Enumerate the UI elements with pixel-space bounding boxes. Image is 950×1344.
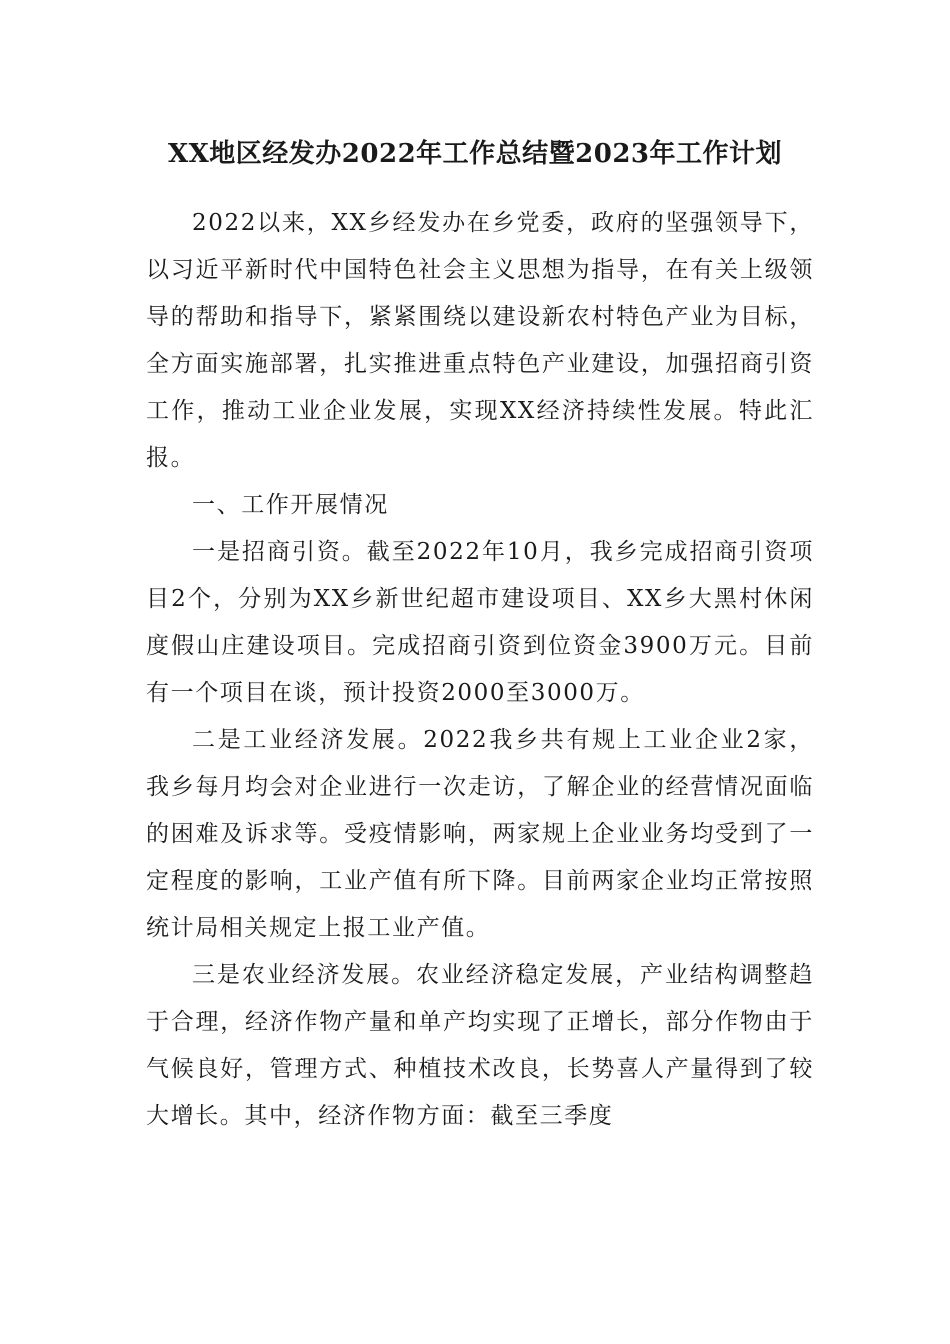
intro-paragraph: 2022以来，XX乡经发办在乡党委，政府的坚强领导下，以习近平新时代中国特色社会主义思想为指导，在有关上级领导的帮助和指导下，紧紧围绕以建设新农村特色产业为目标，全方面实施部署，扎实推进重点特色产业建设，加强招商引资工作，推动工业企业发展，实现XX经济持续性发展。特此汇报。 — [146, 210, 814, 471]
paragraph-industrial-economy: 二是工业经济发展。2022我乡共有规上工业企业2家，我乡每月均会对企业进行一次走访，了解企业的经营情况面临的困难及诉求等。受疫情影响，两家规上企业业务均受到了一定程度的影响，工业产值有所下降。目前两家企业均正常按照统计局相关规定上报工业产值。 — [146, 727, 814, 941]
document-title: XX地区经发办2022年工作总结暨2023年工作计划 — [167, 139, 783, 169]
paragraph-investment: 一是招商引资。截至2022年10月，我乡完成招商引资项目2个，分别为XX乡新世纪超市建设项目、XX乡大黑村休闲度假山庄建设项目。完成招商引资到位资金3900万元。目前有一个项目在谈，预计投资2000至3000万。 — [146, 539, 814, 706]
section-heading-work-status: 一、工作开展情况 — [192, 492, 389, 518]
paragraph-agricultural-economy: 三是农业经济发展。农业经济稳定发展，产业结构调整趋于合理，经济作物产量和单产均实现了正增长，部分作物由于气候良好，管理方式、种植技术改良，长势喜人产量得到了较大增长。其中，经济作物方面：截至三季度 — [146, 962, 814, 1129]
document-body — [146, 200, 814, 1140]
